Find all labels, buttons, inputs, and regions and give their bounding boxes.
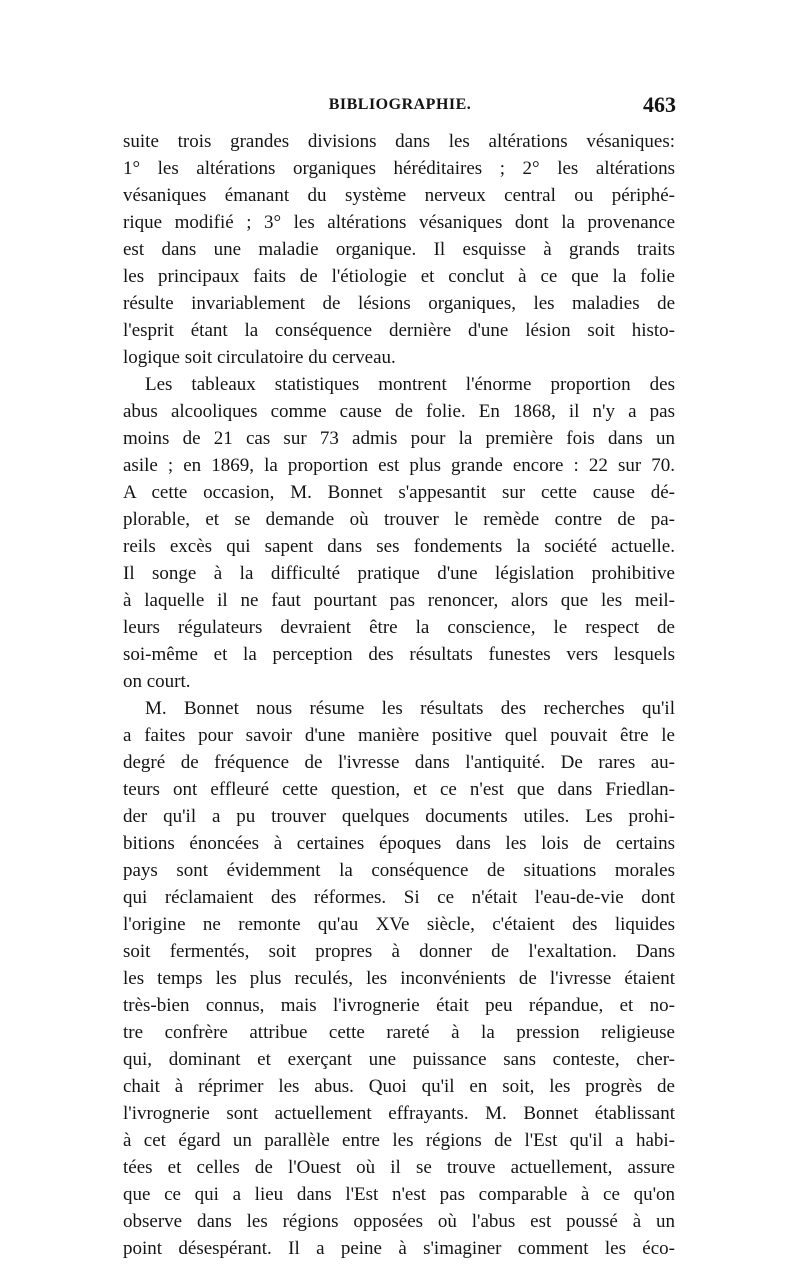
text-line: rique modifié ; 3° les altérations vésaniques dont la provenance — [123, 212, 675, 233]
text-line: que ce qui a lieu dans l'Est n'est pas comparable à ce qu'on — [123, 1184, 675, 1205]
text-line: Il songe à la difficulté pratique d'une législation prohibitive — [123, 563, 675, 584]
text-line: Les tableaux statistiques montrent l'énorme proportion des — [145, 374, 675, 395]
text-line: der qu'il a pu trouver quelques documents utiles. Les prohi- — [123, 806, 675, 827]
text-line: asile ; en 1869, la proportion est plus grande encore : 22 sur 70. — [123, 455, 675, 476]
text-line: leurs régulateurs devraient être la conscience, le respect de — [123, 617, 675, 638]
text-line: degré de fréquence de l'ivresse dans l'antiquité. De rares au- — [123, 752, 675, 773]
page-number: 463 — [643, 92, 676, 117]
text-line: l'esprit étant la conséquence dernière d'une lésion soit histo- — [123, 320, 675, 341]
text-line: logique soit circulatoire du cerveau. — [123, 347, 396, 368]
text-line: les principaux faits de l'étiologie et conclut à ce que la folie — [123, 266, 675, 287]
running-head — [120, 92, 680, 126]
text-line: suite trois grandes divisions dans les altérations vésaniques: — [123, 131, 675, 152]
text-line: observe dans les régions opposées où l'abus est poussé à un — [123, 1211, 675, 1232]
text-line: chait à réprimer les abus. Quoi qu'il en soit, les progrès de — [123, 1076, 675, 1097]
text-line: on court. — [123, 671, 191, 692]
text-line: teurs ont effleuré cette question, et ce n'est que dans Friedlan- — [123, 779, 675, 800]
text-line: vésaniques émanant du système nerveux central ou périphé- — [123, 185, 675, 206]
text-line: pays sont évidemment la conséquence de situations morales — [123, 860, 675, 881]
text-line: soit fermentés, soit propres à donner de l'exaltation. Dans — [123, 941, 675, 962]
text-line: A cette occasion, M. Bonnet s'appesantit sur cette cause dé- — [123, 482, 675, 503]
running-title: BIBLIOGRAPHIE. — [328, 96, 472, 113]
text-line: qui, dominant et exerçant une puissance sans conteste, cher- — [123, 1049, 675, 1070]
text-line: abus alcooliques comme cause de folie. En 1868, il n'y a pas — [123, 401, 675, 422]
text-line: point désespérant. Il a peine à s'imaginer comment les éco- — [123, 1238, 675, 1259]
text-line: résulte invariablement de lésions organiques, les maladies de — [123, 293, 675, 314]
text-line: 1° les altérations organiques héréditaires ; 2° les altérations — [123, 158, 675, 179]
text-line: plorable, et se demande où trouver le remède contre de pa- — [123, 509, 675, 530]
text-line: soi-même et la perception des résultats funestes vers lesquels — [123, 644, 675, 665]
text-line: à laquelle il ne faut pourtant pas renoncer, alors que les meil- — [123, 590, 675, 611]
text-line: qui réclamaient des réformes. Si ce n'était l'eau-de-vie dont — [123, 887, 675, 908]
text-line: reils excès qui sapent dans ses fondements la société actuelle. — [123, 536, 675, 557]
text-line: les temps les plus reculés, les inconvénients de l'ivresse étaient — [123, 968, 675, 989]
text-line: bitions énoncées à certaines époques dans les lois de certains — [123, 833, 675, 854]
body-text — [123, 128, 675, 1262]
text-line: à cet égard un parallèle entre les régions de l'Est qu'il a habi- — [123, 1130, 675, 1151]
text-line: tre confrère attribue cette rareté à la pression religieuse — [123, 1022, 675, 1043]
text-line: l'ivrognerie sont actuellement effrayants. M. Bonnet établissant — [123, 1103, 675, 1124]
text-line: est dans une maladie organique. Il esquisse à grands traits — [123, 239, 675, 260]
text-line: a faites pour savoir d'une manière positive quel pouvait être le — [123, 725, 675, 746]
text-line: l'origine ne remonte qu'au XVe siècle, c'étaient des liquides — [123, 914, 675, 935]
text-line: moins de 21 cas sur 73 admis pour la première fois dans un — [123, 428, 675, 449]
text-line: très-bien connus, mais l'ivrognerie était peu répandue, et no- — [123, 995, 675, 1016]
text-line: tées et celles de l'Ouest où il se trouve actuellement, assure — [123, 1157, 675, 1178]
text-line: M. Bonnet nous résume les résultats des recherches qu'il — [145, 698, 675, 719]
